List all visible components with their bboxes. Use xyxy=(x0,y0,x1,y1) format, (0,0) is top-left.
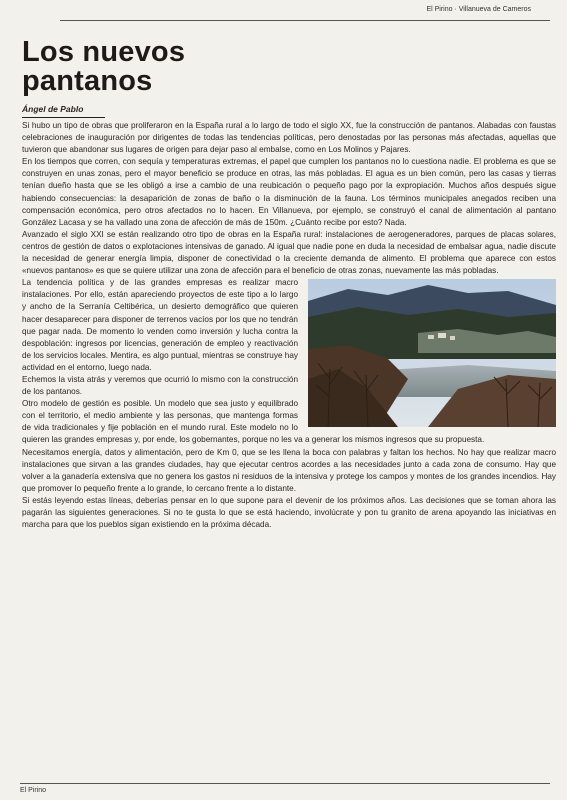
footer-rule xyxy=(20,783,550,784)
paragraph-6: Otro modelo de gestión es posible. Un modelo que sea justo y equilibrado con el territorio, el medio ambiente y las personas, que mantenga formas de vida tradicionales y fije población en el mundo rural. Este modelo no lo quieren las grandes empresas y, por ende, los gobernantes, porque no les va a generar los mismos ingresos que su propuesta. xyxy=(22,399,485,445)
footer-publication: El Pirino xyxy=(20,787,47,794)
article-title: Los nuevos pantanos xyxy=(22,36,186,97)
paragraph-5: Echemos la vista atrás y veremos que ocurrió lo mismo con la construcción de los pantanos. xyxy=(22,374,298,397)
article-body xyxy=(22,120,556,531)
paragraph-3: Avanzado el siglo XXI se están realizando otro tipo de obras en la España rural: instalaciones de aerogeneradores, parques de placas solares, centros de gestión de datos o explotaciones intensivas de ganado. Al igual que nadie pone en duda la necesidad de embalsar agua, nadie discute la necesidad de generar energía limpia, disponer de conectividad o la creciente demanda de alimento. El problema que aparece con estos «nuevos pantanos» es que se quiere utilizar una zona de afección para el beneficio de otras zonas, nuevamente las más pobladas. xyxy=(22,229,556,276)
paragraph-4: La tendencia política y de las grandes empresas es realizar macro instalaciones. Por ello, están apareciendo proyectos de este tipo a lo largo y ancho de la Serranía Celtibérica, un desierto demográfico que quieren hacer desaparecer para disponer de terrenos vacíos por los que no tendrán que pagar nada. De momento lo venden como inversión y lucha contra la despoblación: ingresos por licencias, generación de empleo y reactivación de los servicios locales. Mentira, es algo puntual, mientras se construye hay actividad en el entorno, luego nada. xyxy=(22,278,298,372)
paragraph-1: Si hubo un tipo de obras que proliferaron en la España rural a lo largo de todo el siglo XX, fue la construcción de pantanos. Alabadas con faustas celebraciones de inauguración por dirigentes de todas las tendencias políticas, pero denostadas por las personas más afectadas, aquellas que tuvieron que abandonar sus lugares de origen para dejar paso al embalse, como en Los Molinos y Pajares. xyxy=(22,121,556,155)
paragraph-8: Si estás leyendo estas líneas, deberías pensar en lo que supone para el devenir de los próximos años. Las decisiones que se toman ahora las pagarán las siguientes generaciones. Si no te gusta lo que se está haciendo, involúcrate y pon tu granito de arena apoyando las iniciativas en marcha para que los pueblos sigan existiendo en la próxima década. xyxy=(22,495,556,530)
header-rule xyxy=(60,20,550,21)
paragraph-2: En los tiempos que corren, con sequía y temperaturas extremas, el papel que cumplen los pantanos no lo cuestiona nadie. El problema es que se construyen en unas zonas, pero el mayor beneficio se produce en otras, las más pobladas. El agua es un bien común, pero las casas y tierras tenían dueño hasta que se les obligó a irse a cambio de una reubicación o pequeño pago por la expropiación. Muchos años después sigue habiendo consecuencias: la desaparición de zonas de baño o la disminución de la fauna. Los términos municipales anegados reciben una compensación económica, pero otros afectados no lo hacen. En Villanueva, por ejemplo, se construyó el canal de alimentación al pantano González Lacasa y se ha vallado una zona de afección de más de 150m. ¿Cuánto recibe por esto? Nada. xyxy=(22,157,556,227)
article-author: Ángel de Pablo xyxy=(22,104,105,118)
reservoir-landscape-photo xyxy=(308,279,556,427)
running-header: El Pirino · Villanueva de Cameros xyxy=(426,6,531,13)
paragraph-7: Necesitamos energía, datos y alimentación, pero de Km 0, que se les llena la boca con palabras y faltan los hechos. No hay que realizar macro instalaciones que sirvan a las grandes ciudades, hay que ejecutar centros acordes a las necesidades junto a cada zona de consumo. Hay que volver a la ganadería extensiva que no genera los gastos ni residuos de la intensiva y protege los campos y montes de los grandes incendios. Hay que promover lo pequeño frente a lo grande, lo cercano frente a lo distante. xyxy=(22,447,556,493)
